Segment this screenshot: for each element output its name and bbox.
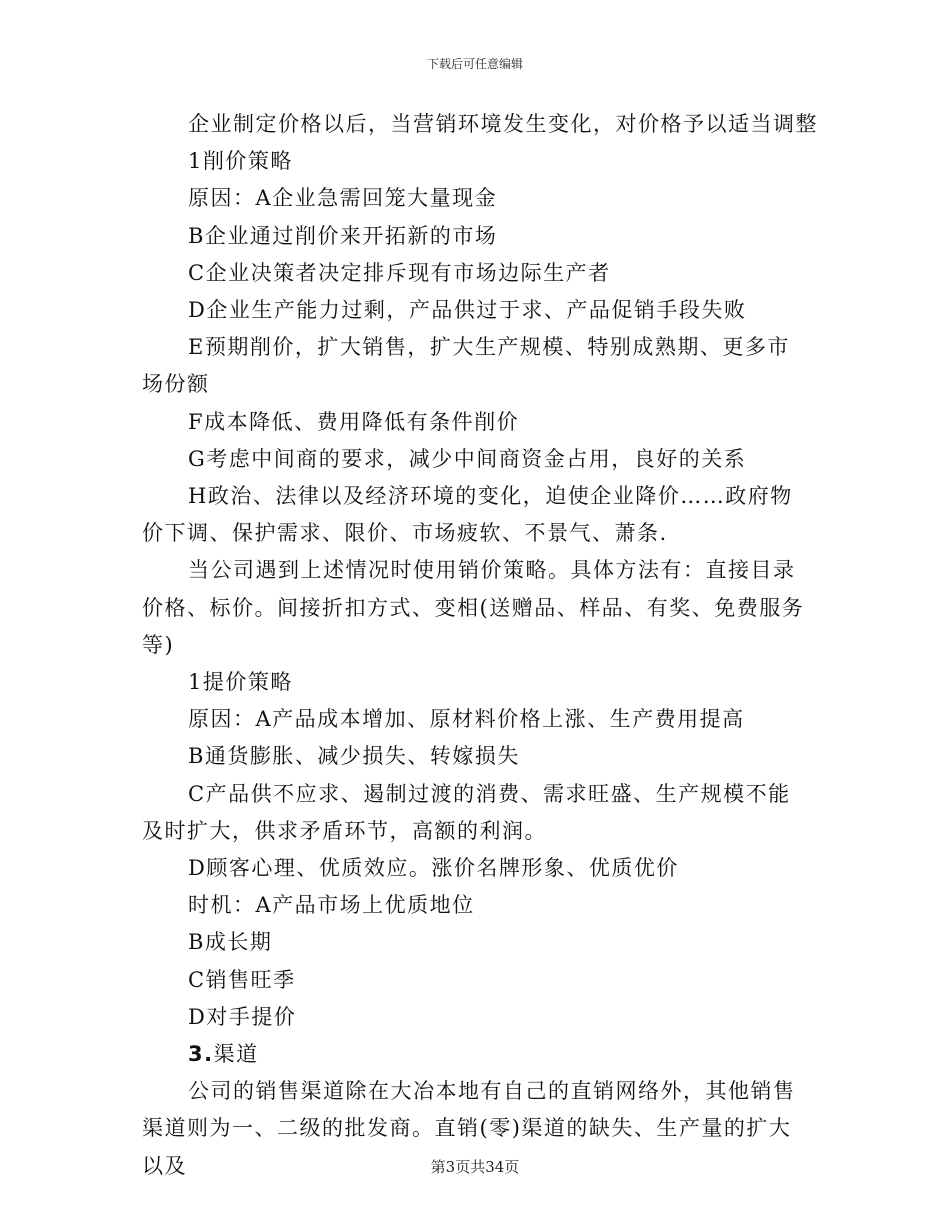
heading-price-raise-strategy: 1提价策略 xyxy=(188,670,293,695)
list-item-reason-a: 原因：A企业急需回笼大量现金 xyxy=(188,186,498,211)
paragraph-price-adjustment-intro: 企业制定价格以后，当营销环境发生变化，对价格予以适当调整 xyxy=(188,112,818,136)
list-item-timing-a: 时机：A产品市场上优质地位 xyxy=(188,893,475,918)
page-header: 下载后可任意编辑 xyxy=(426,57,523,71)
section-title: 渠道 xyxy=(213,1042,259,1067)
list-item-timing-d: D对手提价 xyxy=(188,1004,297,1029)
paragraph-sales-channels: 公司的销售渠道除在大冶本地有自己的直销网络外，其他销售渠道则为一、二级的批发商。直销(零)渠道的缺失、生产量的扩大以及 xyxy=(142,1079,796,1178)
document-body xyxy=(142,106,818,1185)
list-item-reason-c: C企业决策者决定排斥现有市场边际生产者 xyxy=(188,260,611,285)
list-item-raise-reason-b: B通货膨胀、减少损失、转嫁损失 xyxy=(188,744,520,769)
list-item-raise-reason-c: C产品供不应求、遏制过渡的消费、需求旺盛、生产规模不能及时扩大，供求矛盾环节，高额的利润。 xyxy=(142,781,791,843)
list-item-reason-b: B企业通过削价来开拓新的市场 xyxy=(188,223,498,248)
heading-price-cut-strategy: 1削价策略 xyxy=(188,149,293,174)
section-heading-channels xyxy=(142,1036,812,1073)
list-item-reason-e: E预期削价，扩大销售，扩大生产规模、特别成熟期、更多市场份额 xyxy=(142,335,790,397)
list-item-timing-c: C销售旺季 xyxy=(188,967,296,992)
list-item-raise-reason-a: 原因：A产品成本增加、原材料价格上涨、生产费用提高 xyxy=(188,707,745,732)
list-item-timing-b: B成长期 xyxy=(188,930,273,955)
list-item-reason-h: H政治、法律以及经济环境的变化，迫使企业降价……政府物价下调、保护需求、限价、市场疲软、不景气、萧条. xyxy=(142,484,793,546)
list-item-reason-g: G考虑中间商的要求，减少中间商资金占用，良好的关系 xyxy=(188,446,747,471)
paragraph-price-cut-methods: 当公司遇到上述情况时使用销价策略。具体方法有：直接目录价格、标价。间接折扣方式、变相(送赠品、样品、有奖、免费服务等) xyxy=(142,558,805,657)
list-item-reason-f: F成本降低、费用降低有条件削价 xyxy=(188,409,520,434)
list-item-raise-reason-d: D顾客心理、优质效应。涨价名牌形象、优质优价 xyxy=(188,856,679,881)
list-item-reason-d: D企业生产能力过剩，产品供过于求、产品促销手段失败 xyxy=(188,298,747,323)
page-number: 第3页共34页 xyxy=(430,1158,520,1176)
section-number: 3. xyxy=(188,1042,214,1067)
